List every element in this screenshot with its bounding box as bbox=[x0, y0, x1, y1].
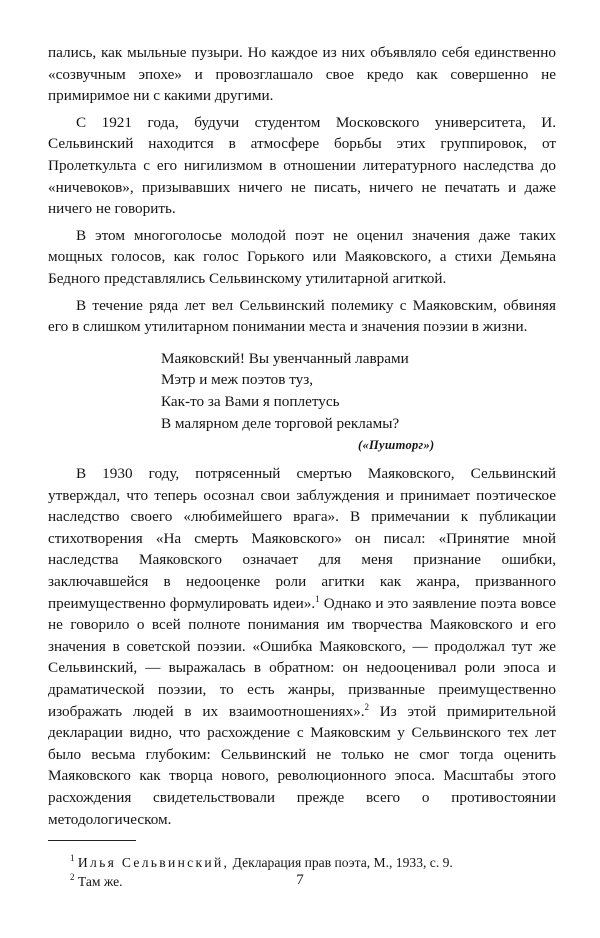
paragraph-polemic: В течение ряда лет вел Сельвинский полемику с Маяковским, обвиняя его в слишком утилитарном понимании места и значения поэзии в жизни. bbox=[48, 296, 556, 336]
paragraph-1930-part-a: В 1930 году, потрясенный смертью Маяковского, Сельвинский утверждал, что теперь осознал свои заблуждения и принимает поэтическое наследство своего «любимейшего врага». В примечании к публикации стихотворения «На смерть Маяковского» он писал: «Принятие мной наследства Маяковского означает для меня признание ошибки, заключавшейся в недооценке роли агитки как жанра, призванного преимущественно формулировать идеи». bbox=[48, 465, 556, 612]
paragraph-1930 bbox=[48, 463, 556, 830]
footnote-ref-1[interactable]: 1 bbox=[315, 593, 320, 604]
poem-line: Мэтр и меж поэтов туз, bbox=[161, 371, 314, 389]
poem-line: Маяковский! Вы увенчанный лаврами bbox=[161, 349, 409, 367]
footnote-text: Декларация прав поэта, М., 1933, с. 9. bbox=[229, 855, 453, 871]
footnote-text: Там же. bbox=[74, 874, 123, 890]
page-number: 7 bbox=[296, 872, 304, 888]
paragraph-1921: С 1921 года, будучи студентом Московского университета, И. Сельвинский находится в атмосфере борьбы этих группировок, от Пролеткульта с его нигилизмом в отношении литературного наследства до «ничевоков», призывавших ничего не писать, ничего не печатать и даже ничего не говорить. bbox=[48, 113, 556, 218]
poem-line: В малярном деле торговой рекламы? bbox=[161, 414, 400, 432]
footnote-marker: 2 bbox=[70, 872, 75, 883]
footnote-author: Илья Сельвинский, bbox=[77, 855, 230, 871]
poem-line: Как-то за Вами я поплетусь bbox=[161, 392, 340, 410]
footnote-1 bbox=[48, 853, 556, 872]
paragraph-continuation: пались, как мыльные пузыри. Но каждое из них объявляло себя единственно «созвучным эпохе» и провозглашало свое кредо как совершенно не примиримое ни с какими другими. bbox=[48, 44, 556, 105]
footnote-divider bbox=[48, 840, 136, 841]
paragraph-1930-part-b: Однако и это заявление поэта вовсе не говорило о всей полноте понимания им творчества Маяковского и его значения в советской поэзии. «Ошибка Маяковского, — продолжал тут же Сельвинский, — выражалась в обратном: он недооценивал роли эпоса и драматической поэзии, то есть жанры, призванные преимущественно изображать людей в их взаимоотношениях». bbox=[48, 594, 556, 720]
poem-quote bbox=[161, 348, 556, 434]
paragraph-1930-part-c: Из этой примирительной декларации видно, что расхождение с Маяковским у Сельвинского тех лет было весьма глубоким: Сельвинский не только не смог тогда оценить Маяковского как творца нового, революционного эпоса. Масштабы этого расхождения свидетельствовали прежде всего о противостоянии методологическом. bbox=[48, 702, 557, 828]
page-body bbox=[48, 42, 556, 891]
footnote-ref-2[interactable]: 2 bbox=[364, 701, 369, 712]
poem-source: («Пушторг») bbox=[358, 438, 435, 453]
footnote-marker: 1 bbox=[70, 853, 75, 864]
paragraph-polyphony: В этом многоголосье молодой поэт не оценил значения даже таких мощных голосов, как голос Горького или Маяковского, а стихи Демьяна Бедного представлялись Сельвинскому утилитарной агиткой. bbox=[48, 226, 556, 287]
